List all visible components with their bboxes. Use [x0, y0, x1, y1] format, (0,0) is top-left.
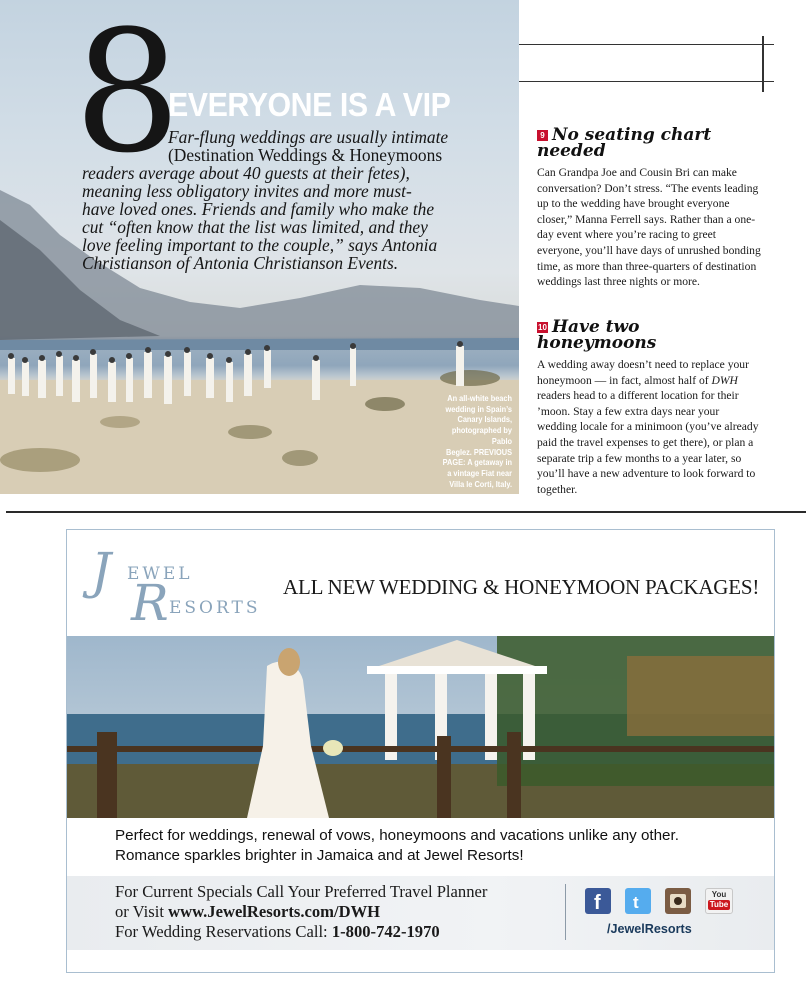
feature-body-line: meaning less obligatory invites and more must- — [82, 181, 412, 201]
svg-text:t: t — [633, 893, 639, 912]
contact-line — [115, 922, 487, 942]
caption-line: Canary Islands, — [457, 414, 512, 425]
caption-line: An all-white beach — [447, 393, 512, 403]
caption-line: photographed by Pablo — [451, 425, 512, 446]
logo-initial-j: J — [91, 542, 112, 600]
feature-body-line: love feeling important to the couple,” says Antonia — [82, 235, 438, 255]
caption-line: Beglez. PREVIOUS — [446, 446, 512, 457]
caption-line: a vintage Fiat near — [447, 467, 512, 478]
tip-heading — [537, 125, 762, 161]
social-icons — [585, 888, 745, 918]
ad-description-line: Romance sparkles brighter in Jamaica and at Jewel Resorts! — [115, 846, 524, 864]
youtube-icon[interactable] — [705, 888, 733, 914]
decorative-rule-box — [519, 44, 774, 82]
ad-description — [115, 826, 755, 865]
photo-caption — [436, 393, 512, 489]
caption-line: wedding in Spain’s — [445, 403, 512, 414]
feature-body — [82, 128, 492, 272]
ad-contact — [115, 882, 487, 942]
caption-line: Villa le Corti, Italy. — [449, 478, 512, 489]
tip-body-text: A wedding away doesn’t need to replace your honeymoon — in fact, almost half of — [537, 358, 749, 387]
bride-gazebo-image — [67, 636, 774, 818]
contact-label: For Wedding Reservations Call: — [115, 922, 332, 941]
tip-title: No seating chart needed — [537, 125, 712, 161]
caption-line: PAGE: A getaway in — [442, 457, 512, 468]
jewel-resorts-logo — [87, 542, 267, 632]
logo-initial-r: R — [131, 574, 169, 632]
tip-body — [537, 357, 762, 497]
logo-word-resorts: ESORTS — [169, 598, 261, 618]
phone-number-link[interactable]: 1-800-742-1970 — [331, 922, 440, 941]
jewel-resorts-ad[interactable] — [66, 529, 775, 973]
page-divider — [6, 511, 806, 513]
twitter-icon[interactable] — [625, 888, 651, 914]
feature-body-line: Far-flung weddings are usually intimate — [168, 127, 449, 147]
svg-text:f: f — [594, 892, 601, 914]
dwh-abbreviation: DWH — [711, 373, 738, 387]
youtube-tube: Tube — [709, 900, 729, 909]
ad-headline: ALL NEW WEDDING & HONEYMOON PACKAGES! — [283, 575, 760, 599]
footer-separator — [565, 884, 566, 940]
website-link[interactable]: www.JewelResorts.com/DWH — [168, 902, 381, 921]
tip-heading — [537, 317, 762, 353]
tip-body-text: readers head to a different location for their ’moon. Stay a few extra days near your wedding locale for a minimoon (you’ve already paid the travel expenses to get there), or plan a separate trip a few months to a year later, so you’ll have a new adventure to look forward to together. — [537, 389, 759, 496]
social-handle[interactable]: /JewelResorts — [607, 922, 692, 936]
tip-body: Can Grandpa Joe and Cousin Bri can make conversation? Don’t stress. “The events leading up to the wedding have brought everyone closer,” Manna Ferrell says. Rather than a one-day event where you’re racing to greet everyone, you’ll have days of unrushed bonding time, as more than three-quarters of destination weddings last three nights or more. — [537, 166, 761, 289]
contact-label: or Visit — [115, 902, 169, 921]
feature-photo — [0, 0, 519, 494]
youtube-you: You — [711, 890, 727, 899]
ad-description-line: Perfect for weddings, renewal of vows, honeymoons and vacations unlike any other. — [115, 827, 679, 844]
tip-title: Have two honeymoons — [537, 317, 657, 353]
instagram-icon[interactable] — [665, 888, 691, 914]
tip-10 — [537, 317, 762, 497]
feature-body-line: cut “often know that the list was limited, and they — [82, 217, 428, 237]
contact-line — [115, 902, 487, 922]
tip-9 — [537, 125, 762, 290]
feature-number: 8 — [74, 0, 177, 190]
ad-footer — [67, 876, 774, 950]
decorative-rule-vertical — [762, 36, 764, 92]
contact-line: For Current Specials Call Your Preferred Travel Planner — [115, 882, 488, 901]
feature-body-line: readers average about 40 guests at their fetes), — [82, 163, 410, 183]
tip-number-badge: 9 — [537, 130, 548, 141]
logo-word-jewel: EWEL — [127, 564, 193, 584]
feature-body-line: have loved ones. Friends and family who make the — [82, 199, 435, 219]
feature-body-line: (Destination Weddings & Honeymoons — [168, 145, 443, 165]
feature-heading: EVERYONE IS A VIP — [168, 86, 451, 123]
facebook-icon[interactable] — [585, 888, 611, 914]
feature-body-line: Christianson of Antonia Christianson Events. — [82, 253, 399, 273]
tip-number-badge: 10 — [538, 323, 547, 332]
